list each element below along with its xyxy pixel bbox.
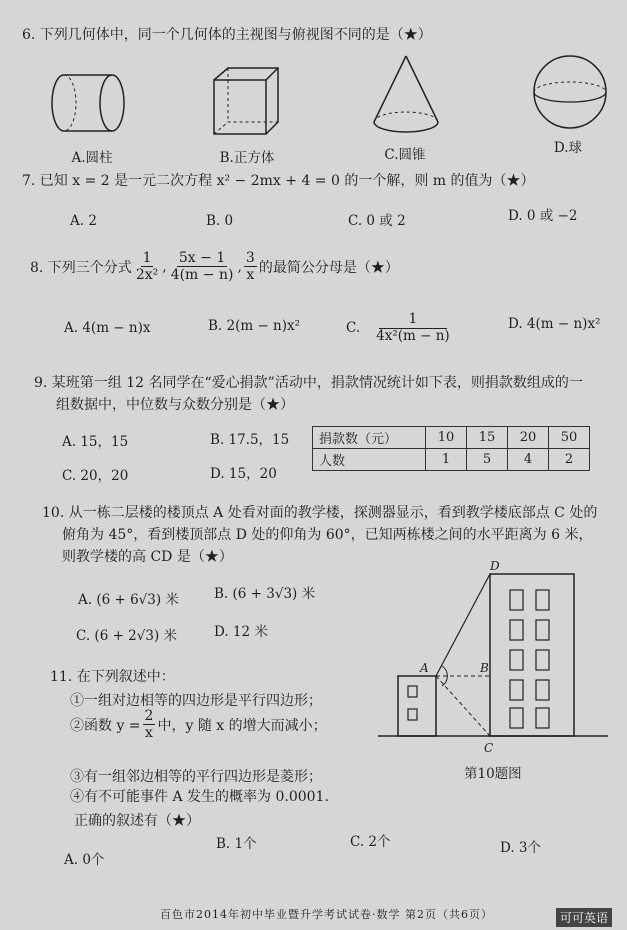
cylinder-figure	[50, 68, 128, 138]
table-header-amount: 捐款数（元）	[313, 427, 426, 449]
q6-option-c: C.圆锥	[384, 147, 426, 163]
q10-stem-line2: 俯角为 45°，看到楼顶部点 D 处的仰角为 60°，已知两栋楼之间的水平距离为 6 米，	[62, 527, 593, 543]
q11-item-2: ②函数 y = $\frac{2}{x}$ 中，y 随 x 的增大而减小；	[70, 708, 327, 742]
q8-option-d: D. 4(m − n)x²	[508, 316, 601, 332]
cone-figure	[370, 54, 442, 136]
q7-stem: 7. 已知 x = 2 是一元二次方程 x² − 2mx + 4 = 0 的一个解，则 m 的值为（★）	[22, 173, 535, 189]
q9-option-c: C. 20，20	[62, 468, 129, 484]
q6-stem: 6. 下列几何体中，同一个几何体的主视图与俯视图不同的是（★）	[22, 27, 432, 43]
q8-stem-suffix: 的最简公分母是（★）	[258, 259, 399, 276]
q11-item-3: ③有一组邻边相等的平行四边形是菱形；	[70, 769, 322, 785]
q10-option-a: A. (6 + 6√3) 米	[78, 592, 179, 608]
point-b-label: B	[480, 661, 489, 675]
q8-stem-prefix: 8. 下列三个分式	[30, 259, 132, 276]
q11-stem: 11. 在下列叙述中：	[50, 669, 175, 685]
table-cell: 10	[426, 427, 467, 449]
cube-figure	[210, 66, 282, 138]
table-cell: 1	[426, 449, 467, 471]
donation-table	[312, 426, 590, 471]
q8-fraction-1: $\frac{1}{\text{2x²}}$	[135, 250, 159, 284]
q10-stem-line1: 10. 从一栋二层楼的楼顶点 A 处看对面的教学楼，探测器显示，看到教学楼底部点 C 处的	[42, 505, 598, 521]
q8-option-b: B. 2(m − n)x²	[208, 318, 301, 334]
q11-question: 正确的叙述有（★）	[74, 813, 200, 829]
q10-option-d: D. 12 米	[214, 624, 268, 640]
table-cell: 50	[549, 427, 590, 449]
q9-option-d: D. 15，20	[210, 466, 277, 482]
q7-option-d: D. 0 或 −2	[508, 208, 578, 224]
q8-option-a: A. 4(m − n)x	[64, 320, 151, 336]
q11-option-d: D. 3个	[500, 840, 542, 856]
q10-stem-line3: 则教学楼的高 CD 是（★）	[62, 549, 233, 565]
table-row	[313, 427, 590, 449]
q7-option-a: A. 2	[70, 213, 97, 229]
table-cell: 2	[549, 449, 590, 471]
table-header-count: 人数	[313, 449, 426, 471]
table-row	[313, 449, 590, 471]
table-cell: 15	[467, 427, 508, 449]
table-cell: 20	[508, 427, 549, 449]
q7-option-c: C. 0 或 2	[348, 213, 406, 229]
q10-option-c: C. (6 + 2√3) 米	[76, 628, 178, 644]
q11-item-2-fraction: $\frac{2}{x}$	[144, 708, 154, 742]
q9-stem-line1: 9. 某班第一组 12 名同学在“爱心捐款”活动中，捐款情况统计如下表，则捐款数组成的一	[34, 375, 583, 391]
point-a-label: A	[420, 661, 429, 675]
q10-building-figure	[376, 556, 612, 752]
q6-option-a: A.圆柱	[71, 150, 113, 166]
table-cell: 4	[508, 449, 549, 471]
sphere-figure	[530, 52, 610, 132]
point-d-label: D	[490, 559, 500, 573]
q8-option-c: C. $\frac{1}{\text{4x²(m − n)}}$	[346, 311, 450, 344]
q9-option-b: B. 17.5，15	[210, 432, 290, 448]
q7-option-b: B. 0	[206, 213, 234, 229]
q10-option-b: B. (6 + 3√3) 米	[214, 586, 316, 602]
point-c-label: C	[484, 741, 494, 752]
q6-option-d: D.球	[553, 140, 583, 156]
q9-stem-line2: 组数据中，中位数与众数分别是（★）	[56, 397, 294, 413]
q8-fraction-2: $\frac{5x - 1}{4(m - n)}$	[170, 250, 234, 284]
q8-stem: 8. 下列三个分式 $\frac{1}{\text{2x²}}$ , $\frac{5x - 1}{4(m - n)}$ , $\frac{3}{x}$ 的最简公分母是（★）	[30, 250, 399, 284]
q11-option-a: A. 0个	[64, 852, 105, 868]
q8-fraction-3: $\frac{3}{x}$	[245, 250, 255, 284]
q6-option-b: B.正方体	[219, 150, 275, 166]
brand-logo: 可可英语	[556, 908, 612, 927]
q11-option-b: B. 1个	[216, 836, 257, 852]
q10-figure-caption: 第10题图	[464, 766, 522, 782]
q8-option-c-fraction: $\frac{1}{\text{4x²(m − n)}}$	[376, 311, 450, 344]
q11-option-c: C. 2个	[350, 834, 391, 850]
q9-option-a: A. 15，15	[62, 434, 129, 450]
q11-item-1: ①一组对边相等的四边形是平行四边形；	[70, 693, 322, 709]
page-footer: 百色市2014年初中毕业暨升学考试试卷·数学 第2页（共6页）	[160, 908, 493, 921]
table-cell: 5	[467, 449, 508, 471]
q11-item-4: ④有不可能事件 A 发生的概率为 0.0001.	[70, 789, 329, 805]
